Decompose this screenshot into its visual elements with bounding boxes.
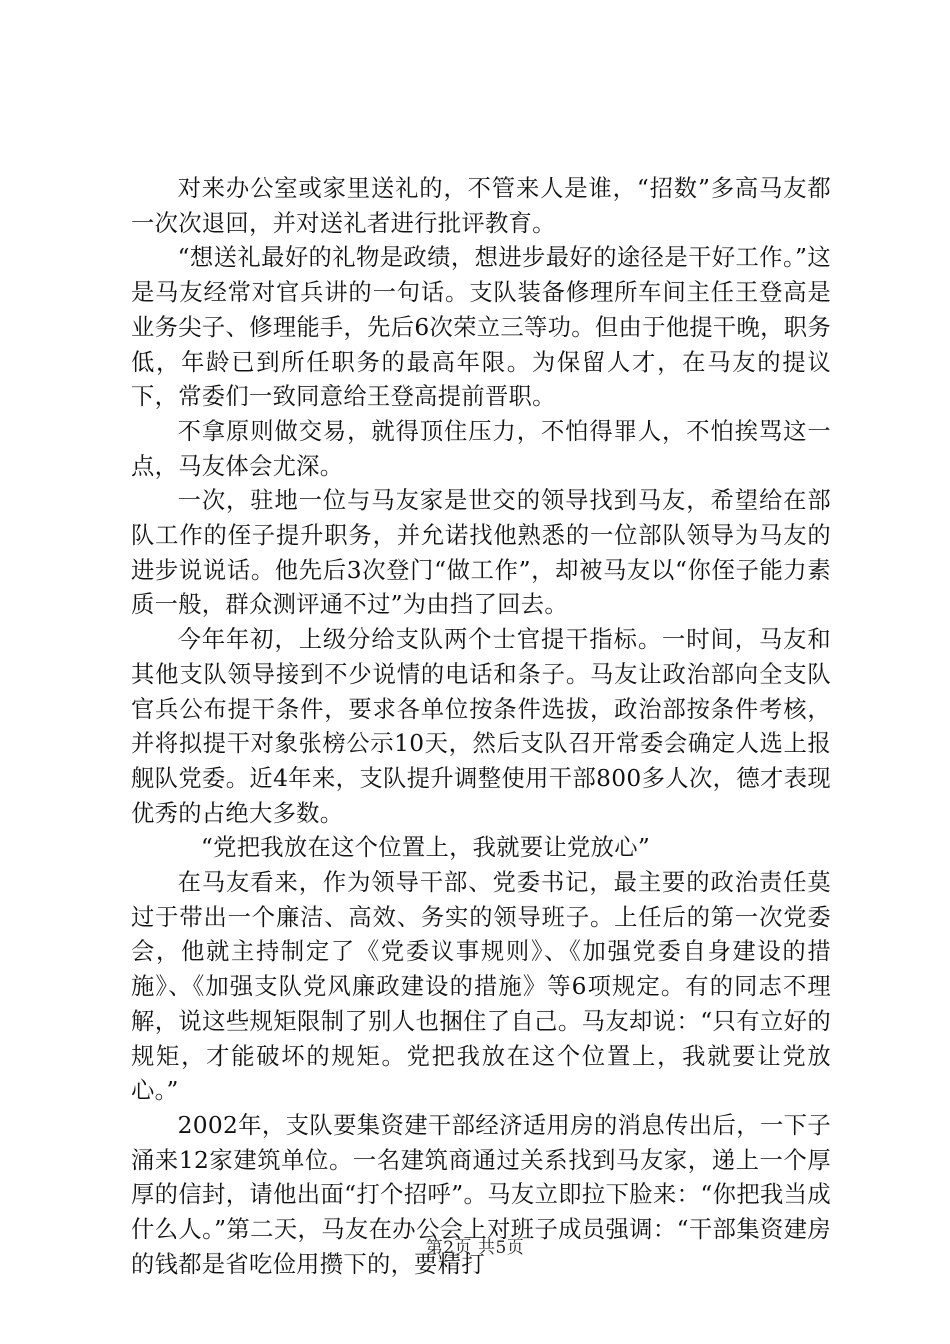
paragraph: 今年年初，上级分给支队两个士官提干指标。一时间，马友和其他支队领导接到不少说情的电话和条子。马友让政治部向全支队官兵公布提干条件，要求各单位按条件选拔，政治部按条件考核，并将拟提干对象张榜公示10天，然后支队召开常委会确定人选上报舰队党委。近4年来，支队提升调整使用干部800多人次，德才表现优秀的占绝大多数。 xyxy=(131,626,831,827)
paragraph: “想送礼最好的礼物是政绩，想进步最好的途径是干好工作。”这是马友经常对官兵讲的一句话。支队装备修理所车间主任王登高是业务尖子、修理能手，先后6次荣立三等功。但由于他提干晚，职务低，年龄已到所任职务的最高年限。为保留人才，在马友的提议下，常委们一致同意给王登高提前晋职。 xyxy=(131,244,831,411)
paragraph: 不拿原则做交易，就得顶住压力，不怕得罪人，不怕挨骂这一点，马友体会尤深。 xyxy=(131,417,831,480)
paragraph: 2002年，支队要集资建干部经济适用房的消息传出后，一下子涌来12家建筑单位。一名建筑商通过关系找到马友家，递上一个厚厚的信封，请他出面“打个招呼”。马友立即拉下脸来：“你把我当成什么人。”第二天，马友在办公会上对班子成员强调：“干部集资建房的钱都是省吃俭用攒下的，要精打 xyxy=(131,1111,831,1278)
section-heading: “党把我放在这个位置上，我就要让党放心” xyxy=(200,834,651,862)
paragraph: 在马友看来，作为领导干部、党委书记，最主要的政治责任莫过于带出一个廉洁、高效、务实的领导班子。上任后的第一次党委会，他就主持制定了《党委议事规则》、《加强党委自身建设的措施》、《加强支队党风廉政建设的措施》等6项规定。有的同志不理解，说这些规矩限制了别人也捆住了自己。马友却说：“只有立好的规矩，才能破坏的规矩。党把我放在这个位置上，我就要让党放心。” xyxy=(131,869,831,1105)
document-body xyxy=(131,172,831,1283)
page-footer: 第2页 共5页 xyxy=(425,1238,525,1258)
paragraph: 对来办公室或家里送礼的，不管来人是谁，“招数”多高马友都一次次退回，并对送礼者进行批评教育。 xyxy=(131,175,831,237)
paragraph: 一次，驻地一位与马友家是世交的领导找到马友，希望给在部队工作的侄子提升职务，并允诺找他熟悉的一位部队领导为马友的进步说说话。他先后3次登门“做工作”，却被马友以“你侄子能力素质一般，群众测评通不过”为由挡了回去。 xyxy=(131,487,831,619)
